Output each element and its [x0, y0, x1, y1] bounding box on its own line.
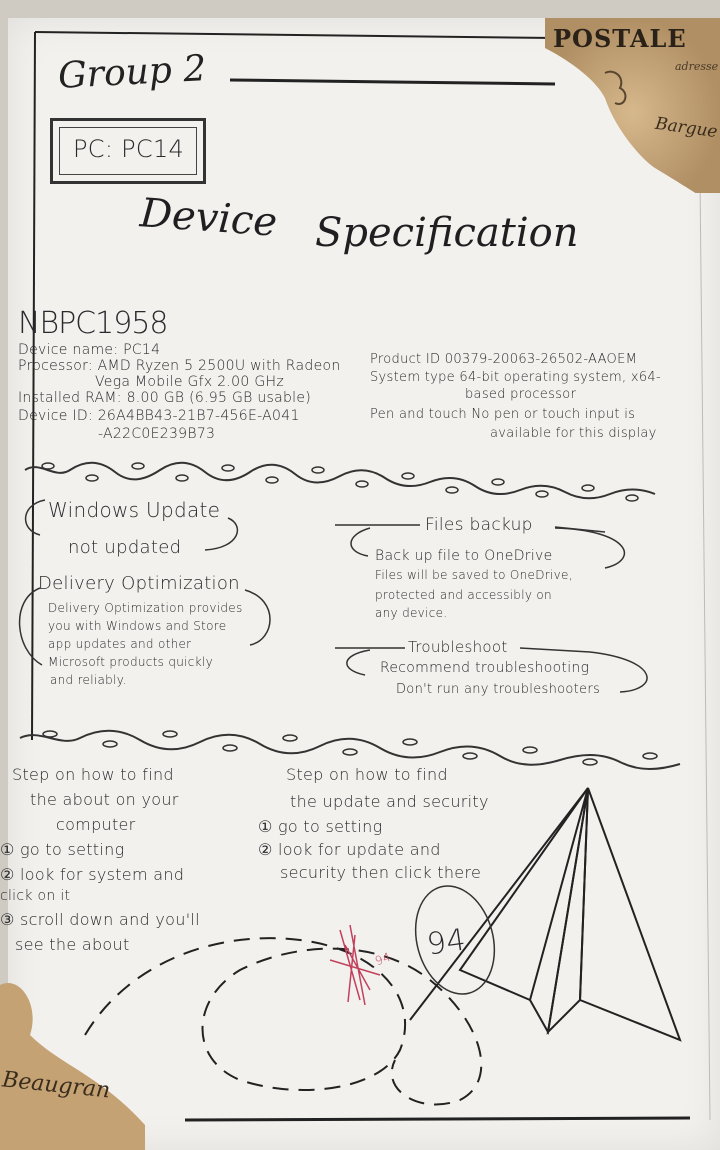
bottom-rule — [185, 1118, 690, 1120]
spec-device-name: Device name: PC14 — [18, 342, 161, 358]
files-line-3: protected and accessibly on — [375, 588, 552, 602]
delivery-line-4: Microsoft products quickly — [48, 655, 213, 669]
spec-ram: Installed RAM: 8.00 GB (6.95 GB usable) — [18, 390, 312, 406]
postcard-bottom-script: Beaugran — [0, 1067, 112, 1104]
delivery-line-3: app updates and other — [48, 637, 192, 651]
spec-system-type-line1: System type 64-bit operating system, x64- — [370, 370, 661, 385]
spec-device-id-line1: Device ID: 26A4BB43-21B7-456E-A041 — [18, 408, 300, 424]
steps-left-line-8: see the about — [15, 935, 130, 954]
files-line-4: any device. — [375, 606, 448, 620]
left-border-line — [32, 32, 35, 740]
postcard-corner-top — [545, 18, 720, 193]
pink-scribble — [330, 925, 380, 1005]
steps-right-line-3: ① go to setting — [258, 817, 383, 836]
postcard-corner-bottom — [0, 975, 145, 1150]
postcard-adresse-text: adresse — [675, 60, 719, 73]
spec-device-id-line2: -A22C0E239B73 — [98, 426, 216, 442]
steps-left-line-2: the about on your — [30, 790, 179, 809]
steps-left-line-7: ③ scroll down and you'll — [0, 910, 200, 929]
doodle-number-large: 94 — [424, 922, 469, 963]
spec-pen-line1: Pen and touch No pen or touch input is — [370, 407, 636, 422]
pc-label: PC: PC14 — [73, 135, 185, 163]
troubleshoot-line-2: Don't run any troubleshooters — [396, 682, 601, 697]
files-line-1: Back up file to OneDrive — [375, 548, 553, 564]
files-line-2: Files will be saved to OneDrive, — [375, 568, 573, 582]
postcard-postale-text: POSTALE — [553, 24, 687, 53]
steps-right-line-1: Step on how to find — [286, 765, 448, 784]
spec-system-type-line2: based processor — [465, 387, 577, 402]
windows-update-status: not updated — [68, 537, 182, 558]
delivery-line-2: you with Windows and Store — [48, 619, 227, 633]
troubleshoot-line-1: Recommend troubleshooting — [380, 660, 590, 676]
vine-divider-1 — [25, 463, 655, 499]
header-rule — [230, 80, 555, 84]
spec-processor-line2: Vega Mobile Gfx 2.00 GHz — [95, 374, 284, 390]
doodle-number-small: 94 — [373, 949, 393, 969]
steps-right-line-2: the update and security — [290, 792, 489, 811]
steps-right-line-5: security then click there — [280, 863, 482, 882]
pc-label-box — [50, 118, 206, 184]
steps-left-line-4: ① go to setting — [0, 840, 125, 859]
title-specification: Specification — [315, 210, 579, 256]
paper-plane-doodle — [410, 788, 680, 1040]
right-border-line — [700, 180, 710, 1120]
files-backup-title: Files backup — [425, 515, 533, 535]
spec-product-id: Product ID 00379-20063-26502-AAOEM — [370, 352, 638, 367]
device-id-heading: NBPC1958 — [18, 306, 168, 341]
steps-left-line-3: computer — [56, 815, 136, 834]
group-title: Group 2 — [57, 48, 208, 97]
steps-left-line-6: click on it — [0, 888, 71, 904]
delivery-line-5: and reliably. — [50, 673, 127, 687]
steps-left-line-1: Step on how to find — [12, 765, 174, 784]
spec-processor-line1: Processor: AMD Ryzen 5 2500U with Radeon — [18, 358, 341, 374]
postcard-script-text: Bargue — [653, 113, 719, 143]
top-border-line — [35, 32, 555, 38]
spec-pen-line2: available for this display — [490, 426, 657, 441]
vine-divider-2 — [20, 731, 680, 769]
steps-left-line-5: ② look for system and — [0, 865, 185, 884]
title-device: Device — [138, 190, 279, 246]
delivery-line-1: Delivery Optimization provides — [48, 601, 243, 615]
delivery-optimization-title: Delivery Optimization — [38, 573, 240, 594]
steps-right-line-4: ② look for update and — [258, 840, 441, 859]
windows-update-title: Windows Update — [48, 498, 221, 522]
troubleshoot-title: Troubleshoot — [408, 638, 508, 656]
